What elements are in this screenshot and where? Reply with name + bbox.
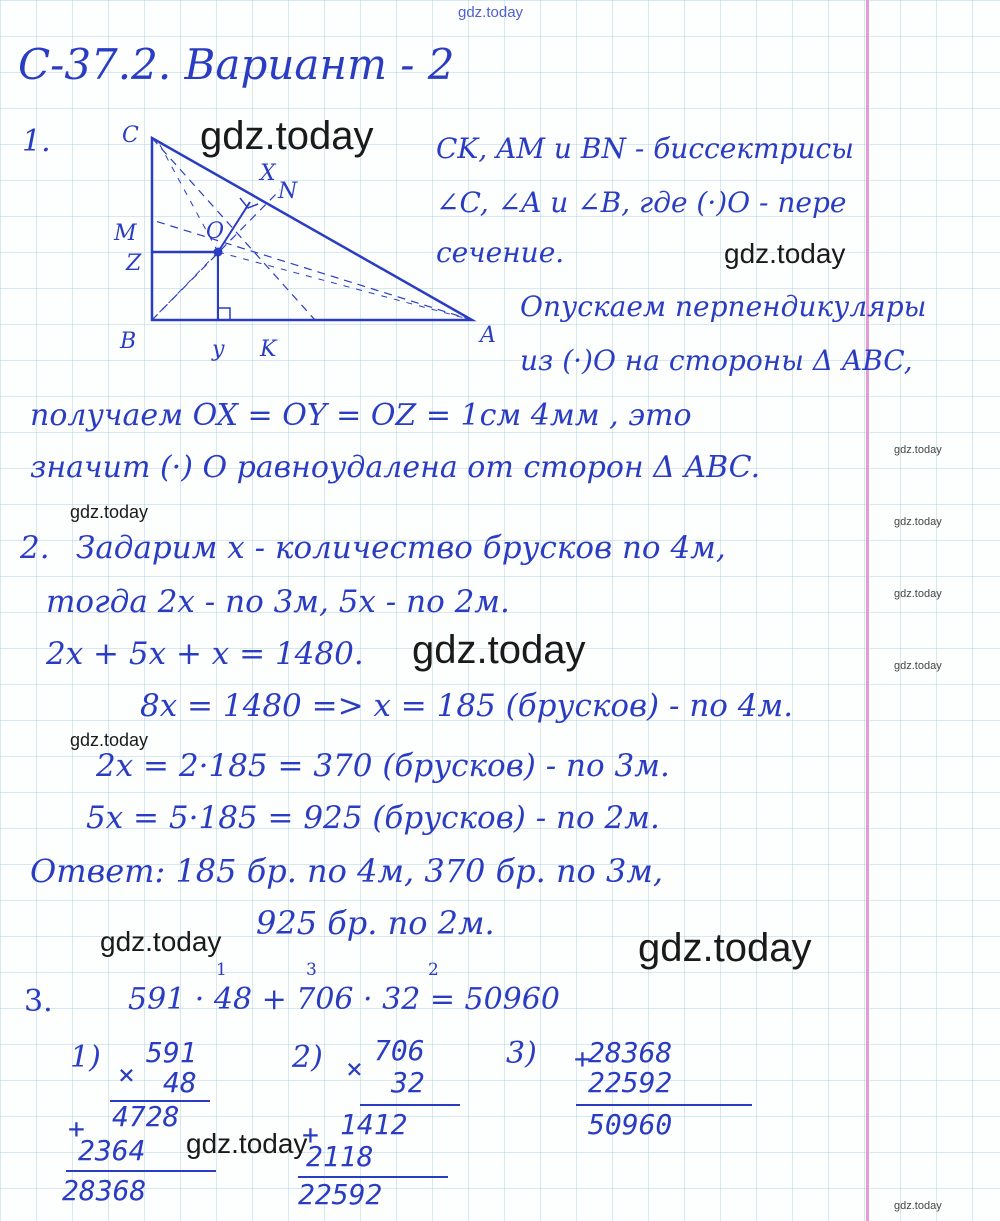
task1-text-line4: Опускаем перпендикуляры xyxy=(520,290,927,323)
task2-line2: тогда 2x - по 3м, 5x - по 2м. xyxy=(46,584,510,620)
calc3-rule xyxy=(576,1104,752,1106)
watermark-10: gdz.today xyxy=(100,926,222,957)
order-mark-3: 3 xyxy=(306,960,317,980)
label-o: O xyxy=(206,219,225,244)
task1-text-line3: сечение. xyxy=(436,236,565,269)
task2-line1: Задарим x - количество брусков по 4м, xyxy=(76,530,726,566)
label-z: Z xyxy=(126,251,142,276)
bisector-am xyxy=(152,220,472,320)
watermark-6: gdz.today xyxy=(894,588,942,600)
calc1-p2: 2364 xyxy=(78,1134,146,1167)
calc3-label: 3) xyxy=(506,1036,537,1071)
task2-line5: 2x = 2·185 = 370 (брусков) - по 3м. xyxy=(96,748,670,784)
calc2-label: 2) xyxy=(292,1040,323,1075)
margin-line xyxy=(866,0,869,1221)
watermark-4: gdz.today xyxy=(70,502,149,522)
label-b: B xyxy=(120,329,137,354)
triangle-abc xyxy=(152,138,472,320)
calc2-plus: + xyxy=(302,1118,319,1151)
label-a: A xyxy=(480,323,496,348)
right-angle-y xyxy=(218,308,230,320)
order-mark-2: 2 xyxy=(428,960,439,980)
dashed-line-oa xyxy=(218,252,472,320)
task1-number: 1. xyxy=(22,124,51,159)
task1-text-line7: значит (·) О равноудалена от сторон Δ ABC. xyxy=(30,450,761,485)
calc3-result: 50960 xyxy=(588,1108,673,1141)
calc2-a: 706 xyxy=(374,1034,425,1067)
calc1-label: 1) xyxy=(70,1040,101,1075)
calc1-op: × xyxy=(118,1058,135,1091)
calc1-rule-2 xyxy=(66,1170,216,1172)
calc1-p1: 4728 xyxy=(112,1100,180,1133)
task1-text-line5: из (·)О на стороны Δ ABC, xyxy=(520,344,913,377)
watermark-top: gdz.today xyxy=(458,4,524,21)
calc2-b: 32 xyxy=(391,1066,425,1099)
calc1-a: 591 xyxy=(146,1036,197,1069)
calc1-plus: + xyxy=(68,1112,85,1145)
order-mark-1: 1 xyxy=(216,960,227,980)
calc3-b: 22592 xyxy=(588,1066,673,1099)
watermark-9: gdz.today xyxy=(70,730,149,750)
calc2-result: 22592 xyxy=(298,1178,383,1211)
label-c: C xyxy=(122,123,139,148)
task3-number: 3. xyxy=(24,984,53,1019)
watermark-11: gdz.today xyxy=(638,926,812,970)
task1-text-line2: ∠C, ∠A и ∠B, где (·)О - пере xyxy=(436,186,847,219)
watermark-3: gdz.today xyxy=(894,444,942,456)
calc1-result: 28368 xyxy=(62,1174,147,1207)
task1-text-line1: CK, AM и BN - биссектрисы xyxy=(436,132,854,165)
calc2-rule-1 xyxy=(360,1104,460,1106)
watermark-5: gdz.today xyxy=(894,516,942,528)
label-x: X xyxy=(260,161,276,186)
watermark-12: gdz.today xyxy=(186,1128,308,1159)
label-m: M xyxy=(114,221,137,246)
task3-expression: 591 · 48 + 706 · 32 = 50960 xyxy=(128,982,560,1017)
calc1-b: 48 xyxy=(163,1066,197,1099)
point-o xyxy=(214,248,223,257)
watermark-1: gdz.today xyxy=(200,114,374,158)
task2-line4: 8x = 1480 => x = 185 (брусков) - по 4м. xyxy=(140,688,794,724)
watermark-8: gdz.today xyxy=(894,660,942,672)
label-k: K xyxy=(260,337,277,362)
task2-answer-line1: Ответ: 185 бр. по 4м, 370 бр. по 3м, xyxy=(30,852,664,890)
task2-line3: 2x + 5x + x = 1480. xyxy=(46,636,364,672)
label-n: N xyxy=(278,179,298,204)
calc2-op: × xyxy=(346,1052,363,1085)
task1-text-line6: получаем OX = OY = OZ = 1см 4мм , это xyxy=(30,398,692,433)
calc2-p1: 1412 xyxy=(340,1108,408,1141)
task2-answer-line2: 925 бр. по 2м. xyxy=(256,904,495,942)
calc3-a: 28368 xyxy=(588,1036,673,1069)
calc2-p2: 2118 xyxy=(306,1140,374,1173)
label-y: y xyxy=(212,337,225,362)
page-heading: С-37.2. Вариант - 2 xyxy=(18,40,455,89)
watermark-7: gdz.today xyxy=(412,628,586,672)
watermark-2: gdz.today xyxy=(724,238,846,269)
calc3-op: + xyxy=(574,1042,591,1075)
watermark-13: gdz.today xyxy=(894,1200,942,1212)
task2-line6: 5x = 5·185 = 925 (брусков) - по 2м. xyxy=(86,800,660,836)
task2-number: 2. xyxy=(20,530,50,566)
